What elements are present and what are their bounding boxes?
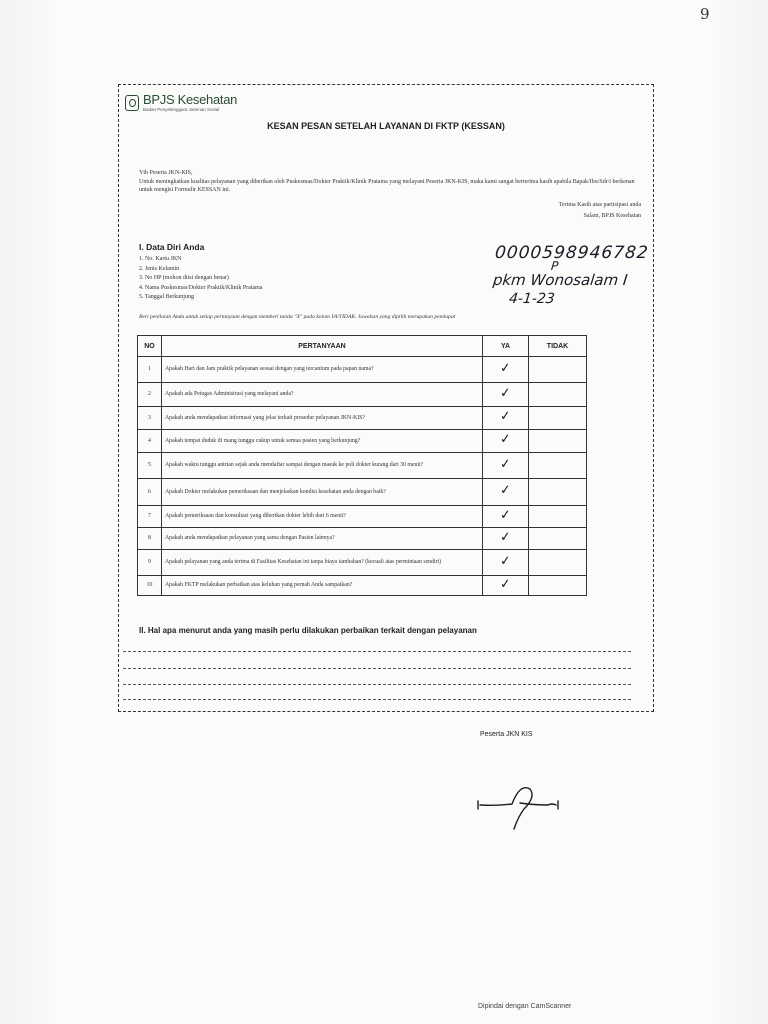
checkmark-icon: ✓: [499, 385, 512, 401]
field-card-number-label: 1. No. Kartu JKN: [139, 256, 182, 262]
no-cell[interactable]: [529, 479, 587, 506]
checkmark-icon: ✓: [499, 360, 512, 376]
table-row: [138, 506, 587, 528]
header-yes: YA: [483, 336, 529, 357]
regards-text: Salam, BPJS Kesehatan: [583, 213, 641, 219]
checkmark-icon: ✓: [499, 482, 512, 499]
table-row: [138, 576, 587, 596]
yes-cell[interactable]: [483, 576, 529, 596]
greeting: Yth Peserta JKN-KIS,: [139, 170, 193, 176]
question-text: Apakah anda mendapatkan pelayanan yang sama dengan Pasien lainnya?: [162, 528, 483, 550]
table-row: [138, 357, 587, 383]
row-number: 3: [138, 407, 162, 430]
question-text: Apakah Dokter melakukan pemeriksaan dan menjelaskan kondisi kesehatan anda dengan baik?: [162, 479, 483, 506]
question-text: Apakah Hari dan Jam praktik pelayanan sesuai dengan yang tercantum pada papan nama?: [162, 357, 483, 383]
question-text: Apakah waktu tunggu antrian sejak anda mendaftar sampai dengan masuk ke poli dokter kurang dari 30 menit?: [162, 453, 483, 479]
header-question: PERTANYAAN: [162, 336, 483, 357]
form-title: KESAN PESAN SETELAH LAYANAN DI FKTP (KESSAN): [267, 121, 505, 131]
scan-margin-left: [0, 0, 52, 1024]
yes-cell[interactable]: [483, 453, 529, 479]
checkmark-icon: ✓: [499, 507, 512, 523]
scan-footer: Dipindai dengan CamScanner: [478, 1003, 572, 1010]
rating-instruction: Beri penilaian Anda untuk setiap pertanyaan dengan memberi tanda "X" pada kolom YA/TIDAK. Jawaban yang dipilih merupakan pendapat: [139, 314, 456, 320]
yes-cell[interactable]: [483, 550, 529, 576]
logo-name: BPJS Kesehatan: [143, 92, 238, 107]
row-number: 5: [138, 453, 162, 479]
question-text: Apakah tempat duduk di ruang tunggu cukup untuk semua pasien yang berkunjung?: [162, 430, 483, 453]
answer-line[interactable]: [123, 684, 631, 685]
table-row: [138, 479, 587, 506]
bpjs-logo-icon: [125, 95, 139, 111]
yes-cell[interactable]: [483, 407, 529, 430]
checkmark-icon: ✓: [499, 408, 512, 425]
table-row: [138, 453, 587, 479]
questionnaire-table: [137, 335, 587, 596]
handwritten-facility: pkm Wonosalam I: [492, 271, 629, 289]
field-phone-label: 3. No HP (mohon diisi dengan benar): [139, 275, 229, 281]
handwritten-date: 4-1-23: [508, 291, 556, 307]
no-cell[interactable]: [529, 528, 587, 550]
checkmark-icon: ✓: [499, 553, 512, 569]
table-row: [138, 528, 587, 550]
field-facility-label: 4. Nama Puskesmas/Dokter Praktik/Klinik Pratama: [139, 284, 263, 291]
header-no: NO: [138, 336, 162, 357]
no-cell[interactable]: [529, 453, 587, 479]
signature: [476, 775, 566, 835]
personal-data-fields: [139, 255, 262, 303]
no-cell[interactable]: [529, 576, 587, 596]
table-row: [138, 430, 587, 453]
signer-label: Peserta JKN KIS: [480, 731, 533, 738]
no-cell[interactable]: [529, 357, 587, 383]
question-text: Apakah anda mendapatkan informasi yang jelas terkait prosedur pelayanan JKN-KIS?: [162, 407, 483, 430]
table-header-row: [138, 336, 587, 357]
header-no-answer: TIDAK: [529, 336, 587, 357]
checkmark-icon: ✓: [499, 431, 512, 448]
answer-line[interactable]: [123, 668, 631, 669]
row-number: 8: [138, 528, 162, 550]
table-row: [138, 407, 587, 430]
table-row: [138, 550, 587, 576]
handwritten-gender: P: [550, 259, 559, 273]
no-cell[interactable]: [529, 506, 587, 528]
thanks-text: Terima Kasih atas partisipasi anda: [558, 202, 641, 208]
checkmark-icon: ✓: [499, 576, 512, 592]
checkmark-icon: ✓: [499, 456, 512, 472]
handwritten-card-number: 0000598946782: [493, 243, 650, 263]
scan-margin-right: [716, 0, 768, 1024]
no-cell[interactable]: [529, 430, 587, 453]
page-number-mark: 9: [700, 5, 710, 23]
row-number: 2: [138, 383, 162, 407]
section-2-title: II. Hal apa menurut anda yang masih perlu dilakukan perbaikan terkait dengan pelayanan: [139, 626, 477, 635]
question-text: Apakah FKTP melakukan perbaikan atas keluhan yang pernah Anda sampaikan?: [162, 576, 483, 596]
row-number: 4: [138, 430, 162, 453]
row-number: 7: [138, 506, 162, 528]
signature-stroke: [478, 788, 558, 829]
section-1-title: I. Data Diri Anda: [139, 242, 205, 252]
kessan-form: [118, 84, 654, 712]
question-text: Apakah pelayanan yang anda terima di Fasilitas Kesehatan ini tanpa biaya tambahan? (kecuali atas permintaan sendiri): [162, 550, 483, 576]
row-number: 1: [138, 357, 162, 383]
no-cell[interactable]: [529, 407, 587, 430]
row-number: 6: [138, 479, 162, 506]
no-cell[interactable]: [529, 383, 587, 407]
row-number: 9: [138, 550, 162, 576]
intro-text: Untuk meningkatkan kualitas pelayanan yang diberikan oleh Puskesmas/Dokter Praktik/Klinik Pratama yang melayani Peserta JKN-KIS, maka kami sangat berterima kasih apabila Bapak/Ibu/Sdr/i berkenan untuk mengisi Formulir KESSAN ini.: [139, 179, 635, 193]
answer-line[interactable]: [123, 651, 631, 652]
question-text: Apakah pemeriksaan dan konsultasi yang diberikan dokter lebih dari 6 menit?: [162, 506, 483, 528]
yes-cell[interactable]: [483, 430, 529, 453]
row-number: 10: [138, 576, 162, 596]
yes-cell[interactable]: [483, 357, 529, 383]
bpjs-logo: [125, 93, 237, 113]
field-date-label: 5. Tanggal Berkunjung: [139, 294, 194, 300]
question-text: Apakah ada Petugas Administrasi yang melayani anda?: [162, 383, 483, 407]
no-cell[interactable]: [529, 550, 587, 576]
yes-cell[interactable]: [483, 528, 529, 550]
yes-cell[interactable]: [483, 479, 529, 506]
field-gender-label: 2. Jenis Kelamin: [139, 265, 180, 272]
checkmark-icon: ✓: [499, 529, 512, 545]
table-row: [138, 383, 587, 407]
yes-cell[interactable]: [483, 383, 529, 407]
logo-tagline: Badan Penyelenggara Jaminan Sosial: [143, 107, 220, 112]
yes-cell[interactable]: [483, 506, 529, 528]
answer-line[interactable]: [123, 699, 631, 700]
